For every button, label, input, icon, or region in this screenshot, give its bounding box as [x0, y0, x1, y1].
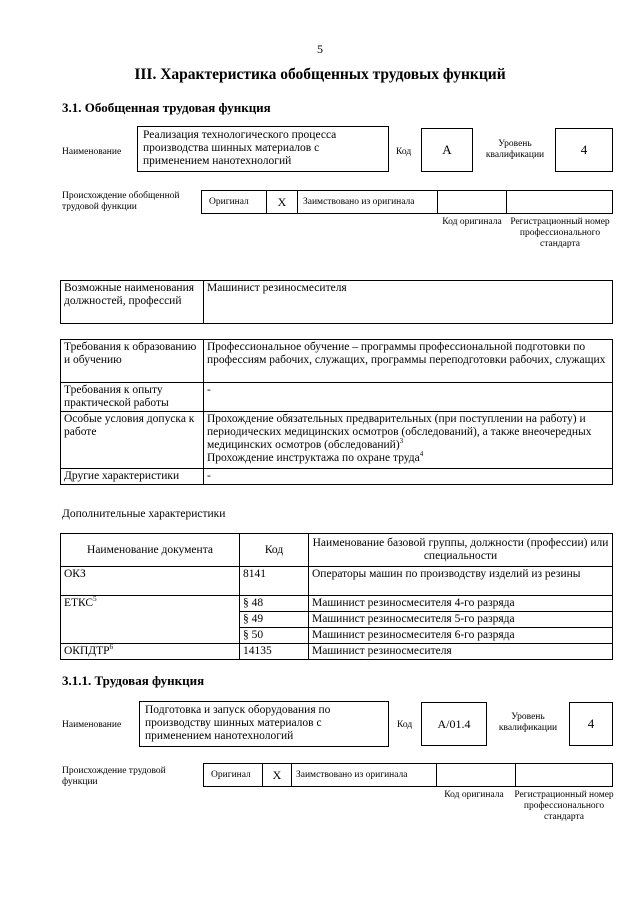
tf-origin-row	[203, 763, 613, 787]
tf-name-value: Подготовка и запуск оборудования по производству шинных материалов с применением нанотехнологий	[139, 701, 389, 747]
gtf-origin-label: Происхождение обобщенной трудовой функции	[62, 191, 180, 212]
doc-description: Машинист резиносмесителя 5-го разряда	[309, 612, 613, 628]
requirement-value-2: Прохождение инструктажа по охране труда	[207, 452, 420, 464]
tf-origin-code-box	[436, 764, 516, 786]
doc-name: ОКПДТР	[64, 645, 110, 657]
tf-code-label: Код	[397, 720, 413, 730]
gtf-reg-number-caption: Регистрационный номер профессионального стандарта	[510, 217, 610, 249]
requirement-row	[61, 383, 613, 412]
tf-code-value: A/01.4	[421, 702, 487, 746]
gtf-code-value: А	[421, 128, 473, 172]
column-header: Код	[240, 534, 309, 567]
requirement-row	[61, 340, 613, 383]
requirement-label: Требования к образованию и обучению	[61, 340, 204, 383]
doc-description: Машинист резиносмесителя 6-го разряда	[309, 628, 613, 644]
positions-table	[60, 280, 613, 324]
tf-origin-code-caption: Код оригинала	[444, 790, 504, 800]
table-row	[61, 567, 613, 596]
doc-description: Машинист резиносмесителя 4-го разряда	[309, 596, 613, 612]
gtf-level-label: Уровень квалификации	[485, 139, 545, 160]
gtf-original-mark: X	[266, 191, 298, 213]
requirement-label: Требования к опыту практической работы	[61, 383, 204, 412]
tf-original-label: Оригинал	[211, 770, 251, 780]
positions-label: Возможные наименования должностей, профессий	[61, 281, 204, 324]
tf-borrowed-label: Заимствовано из оригинала	[296, 770, 408, 780]
doc-code: 14135	[240, 644, 309, 660]
tf-name-label: Наименование	[62, 720, 122, 730]
requirement-value: Профессиональное обучение – программы профессиональной подготовки по профессиям рабочих, служащих, программы переподготовки рабочих, служащих	[204, 340, 613, 383]
gtf-code-label: Код	[396, 147, 412, 157]
requirements-table	[60, 339, 613, 485]
table-row	[61, 596, 613, 612]
additional-header-row	[61, 534, 613, 567]
doc-code: § 49	[240, 612, 309, 628]
footnote-marker: 6	[109, 643, 114, 652]
doc-description: Машинист резиносмесителя	[309, 644, 613, 660]
requirement-row	[61, 469, 613, 485]
additional-heading: Дополнительные характеристики	[62, 508, 226, 520]
requirement-label: Особые условия допуска к работе	[61, 412, 204, 469]
gtf-borrowed-label: Заимствовано из оригинала	[303, 197, 415, 207]
tf-level-value: 4	[569, 702, 613, 746]
footnote-marker: 3	[399, 437, 404, 446]
tf-level-label: Уровень квалификации	[498, 712, 558, 733]
page-number: 5	[317, 42, 323, 56]
tf-reg-number-caption: Регистрационный номер профессионального стандарта	[514, 790, 614, 822]
requirement-value: -	[204, 469, 613, 485]
additional-table	[60, 533, 613, 660]
tf-original-mark: X	[262, 764, 292, 786]
gtf-origin-code-caption: Код оригинала	[442, 217, 502, 227]
gtf-heading: 3.1. Обобщенная трудовая функция	[62, 100, 271, 115]
section-title: III. Характеристика обобщенных трудовых функций	[134, 66, 506, 83]
doc-name-cell	[61, 644, 240, 660]
footnote-marker: 5	[93, 595, 97, 604]
column-header: Наименование базовой группы, должности (профессии) или специальности	[309, 534, 613, 567]
requirement-label: Другие характеристики	[61, 469, 204, 485]
doc-code: § 50	[240, 628, 309, 644]
doc-name: ОКЗ	[61, 567, 240, 596]
gtf-name-label: Наименование	[62, 147, 122, 157]
table-row	[61, 644, 613, 660]
requirement-value: -	[204, 383, 613, 412]
tf-heading: 3.1.1. Трудовая функция	[62, 673, 205, 688]
gtf-original-label: Оригинал	[209, 197, 249, 207]
doc-code: § 48	[240, 596, 309, 612]
requirement-row	[61, 412, 613, 469]
doc-code: 8141	[240, 567, 309, 596]
gtf-name-value: Реализация технологического процесса производства шинных материалов с применением нанотехнологий	[137, 126, 389, 172]
gtf-origin-code-box	[437, 191, 507, 213]
requirement-value-cell	[204, 412, 613, 469]
positions-value: Машинист резиносмесителя	[204, 281, 613, 324]
tf-origin-label: Происхождение трудовой функции	[62, 766, 166, 787]
doc-name: ЕТКС	[64, 597, 94, 609]
gtf-origin-row	[201, 190, 613, 214]
column-header: Наименование документа	[61, 534, 240, 567]
doc-name-cell	[61, 596, 240, 644]
footnote-marker: 4	[419, 450, 424, 459]
requirement-value: Прохождение обязательных предварительных (при поступлении на работу) и периодических медицинских осмотров (обследований), а также внеочередных медицинских осмотров (обследований)	[207, 413, 592, 451]
doc-description: Операторы машин по производству изделий из резины	[309, 567, 613, 596]
gtf-level-value: 4	[555, 128, 613, 172]
